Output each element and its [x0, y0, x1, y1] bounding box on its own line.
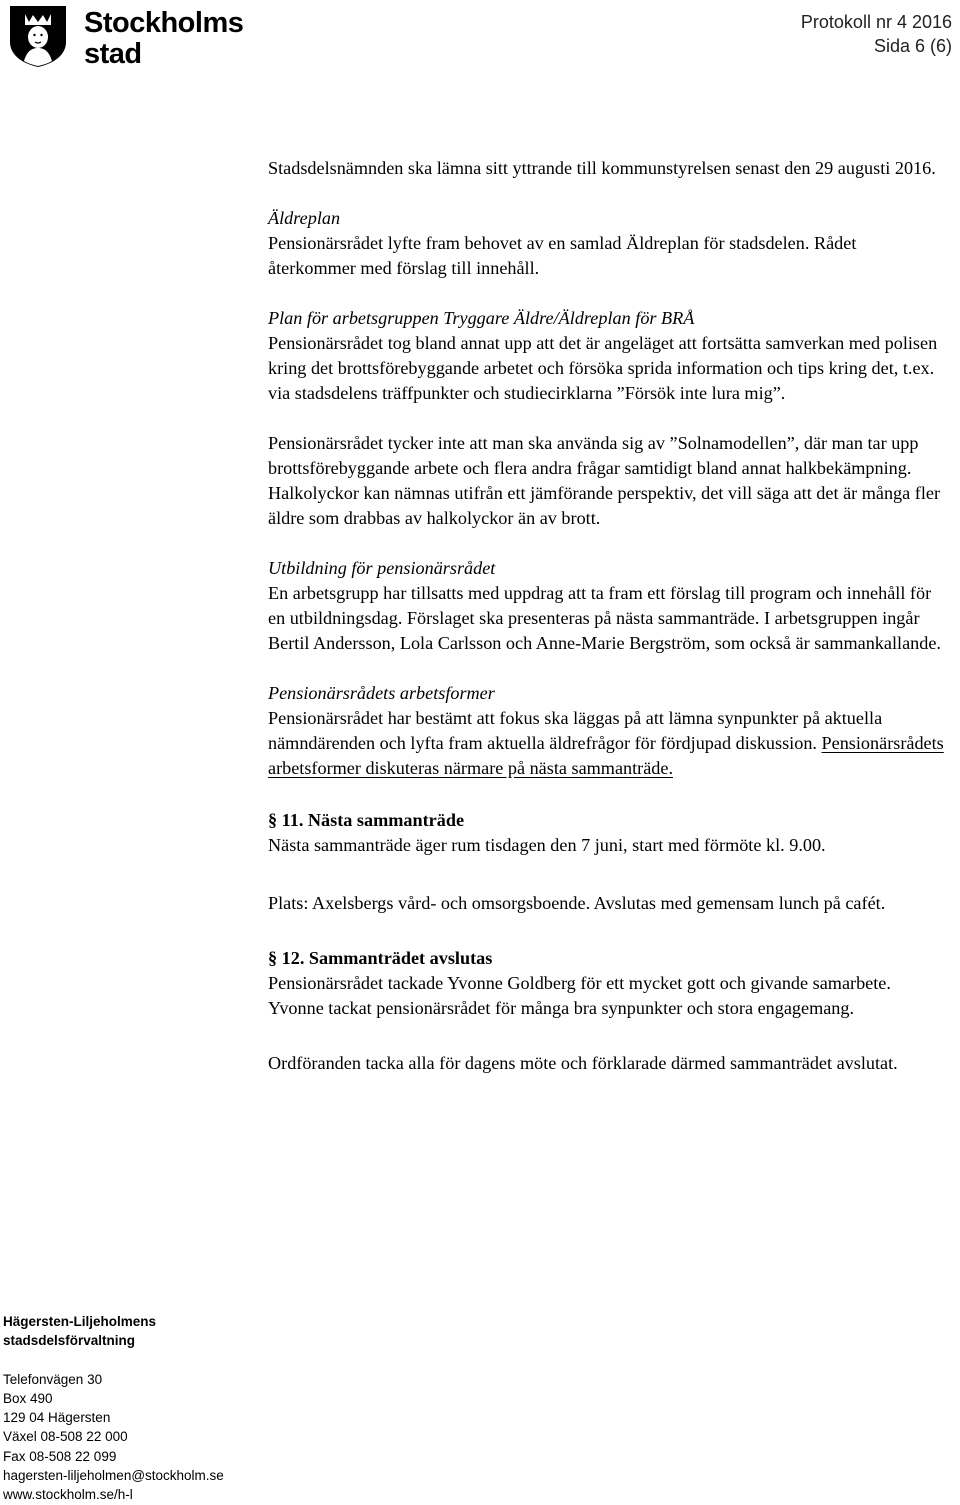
document-body [268, 156, 948, 1076]
footer-org-line-2: stadsdelsförvaltning [3, 1333, 136, 1349]
logo-line-1: Stockholms [84, 7, 244, 39]
footer-street: Telefonvägen 30 [3, 1371, 103, 1387]
footer-box: Box 490 [3, 1390, 53, 1406]
logo-wordmark [84, 8, 243, 70]
footer-email[interactable]: hagersten-liljeholmen@stockholm.se [3, 1468, 224, 1484]
arbetsformer-text: Pensionärsrådet har bestämt att fokus ska läggas på att lämna synpunkter på aktuella nämndärenden och lyfta fram aktuella äldrefrågor för fördjupad diskussion. [268, 708, 883, 753]
logo-line-2: stad [84, 38, 142, 70]
paragraph-section-12: Pensionärsrådet tackade Yvonne Goldberg för ett mycket gott och givande samarbete. Yvonne tackat pensionärsrådet för många bra synpunkter och stora engagemang. [268, 973, 891, 1018]
stockholm-logo [6, 4, 246, 68]
page-header-info [801, 10, 952, 58]
footer-phone: Växel 08-508 22 000 [3, 1429, 128, 1445]
heading-utbildning: Utbildning för pensionärsrådet [268, 558, 496, 578]
heading-aldreplan: Äldreplan [268, 208, 341, 228]
paragraph-plats: Plats: Axelsbergs vård- och omsorgsboende. Avslutas med gemensam lunch på cafét. [268, 893, 886, 913]
paragraph-avslutat: Ordföranden tacka alla för dagens möte och förklarade därmed sammanträdet avslutat. [268, 1053, 898, 1073]
heading-arbetsformer: Pensionärsrådets arbetsformer [268, 683, 495, 703]
paragraph-aldreplan: Pensionärsrådet lyfte fram behovet av en samlad Äldreplan för stadsdelen. Rådet återkommer med förslag till innehåll. [268, 233, 857, 278]
footer-address [3, 1312, 224, 1505]
paragraph-arbetsformer [268, 706, 948, 781]
page-number: Sida 6 (6) [873, 36, 952, 56]
footer-org-line-1: Hägersten-Liljeholmens [3, 1314, 157, 1329]
arbetsformer-underlined-text: Pensionärsrådets arbetsformer diskuteras närmare på nästa sammanträde. [268, 733, 944, 778]
crown-head-icon [6, 4, 70, 68]
footer-postal: 129 04 Hägersten [3, 1410, 111, 1426]
section-12-heading: § 12. Sammanträdet avslutas [268, 948, 493, 968]
paragraph-solnamodellen: Pensionärsrådet tycker inte att man ska använda sig av ”Solnamodellen”, där man tar upp brottsförebyggande arbete och flera andra frågar samtidigt bland annat halkbekämpning. Halkolyckor kan nämnas utifrån ett jämförande perspektiv, det vill säga att det är många fler äldre som drabbas av halkolyckor än av brott. [268, 433, 941, 528]
footer-website[interactable]: www.stockholm.se/h-l [3, 1487, 133, 1503]
section-11-heading: § 11. Nästa sammanträde [268, 810, 465, 830]
paragraph-utbildning: En arbetsgrupp har tillsatts med uppdrag att ta fram ett förslag till program och innehåll för en utbildningsdag. Förslaget ska presenteras på nästa sammanträde. I arbetsgruppen ingår Bertil Andersson, Lola Carlsson och Anne-Marie Bergström, som också är sammankallande. [268, 583, 941, 653]
heading-plan-bra: Plan för arbetsgruppen Tryggare Äldre/Äldreplan för BRÅ [268, 308, 695, 328]
footer-fax: Fax 08-508 22 099 [3, 1448, 117, 1464]
protocol-number: Protokoll nr 4 2016 [800, 12, 952, 32]
paragraph-yttrande: Stadsdelsnämnden ska lämna sitt yttrande till kommunstyrelsen senast den 29 augusti 2016. [268, 158, 936, 178]
paragraph-section-11: Nästa sammanträde äger rum tisdagen den 7 juni, start med förmöte kl. 9.00. [268, 835, 826, 855]
paragraph-plan-bra: Pensionärsrådet tog bland annat upp att det är angeläget att fortsätta samverkan med polisen kring det brottsförebyggande arbetet och försöka sprida information och tips kring det, t.ex. via stadsdelens träffpunkter och studiecirklarna ”Försök inte lura mig”. [268, 333, 938, 403]
